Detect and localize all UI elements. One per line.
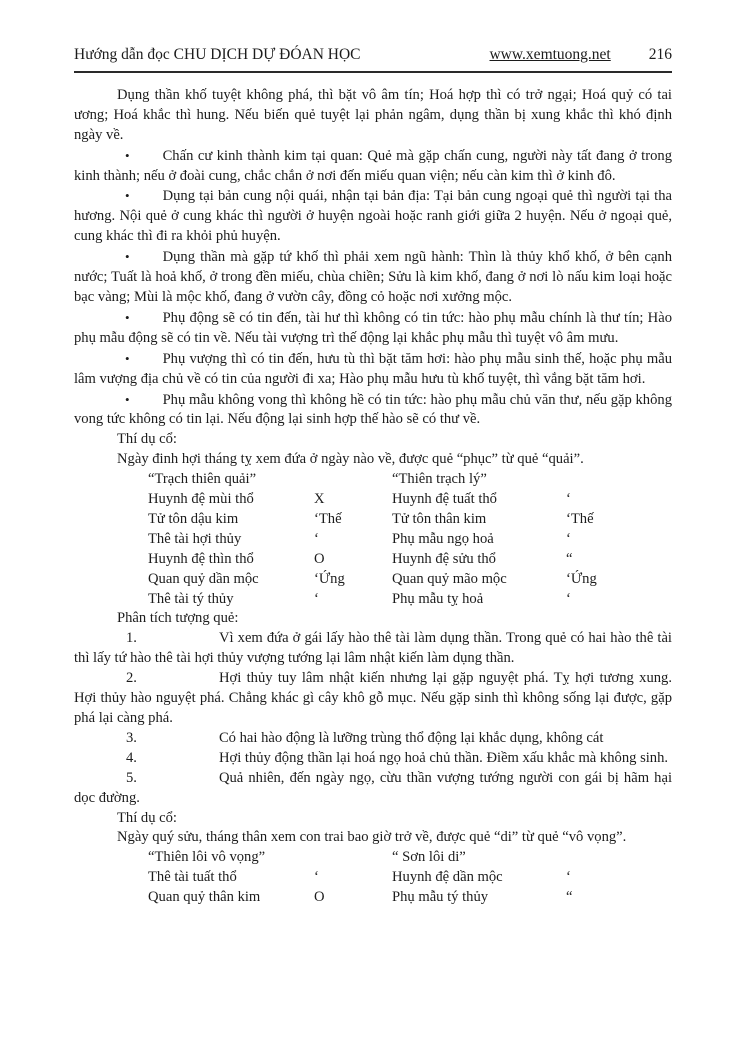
hexagram-line-label: Huynh đệ mùi thổ bbox=[148, 491, 254, 508]
hexagram-line-mark: ‘ bbox=[314, 869, 319, 886]
hexagram-line-label: Thê tài hợi thủy bbox=[148, 530, 242, 547]
hexagram-line-mark: ‘ bbox=[314, 530, 319, 547]
header-right bbox=[489, 45, 672, 65]
example-label: Ngày quý sửu, tháng thân xem con trai bao giờ trở về, được quẻ “di” từ quẻ “vô vọng”. bbox=[117, 829, 627, 846]
hexagram-line-label: Huynh đệ sửu thổ bbox=[392, 550, 496, 567]
hexagram-line-mark: ‘Thế bbox=[566, 510, 594, 527]
hexagram-line-label: Tử tôn dậu kim bbox=[148, 510, 239, 527]
bullet-item: • Dụng thần mà gặp tứ khố thì phải xem ngũ hành: Thìn là thủy khổ khố, ở bên cạnh nước; Tuất là hoả khố, ở trong đền miếu, chùa chiền; Sửu là kim khố, đang ở nơi lò nấu kim loại hoặc bạc vàng; Mùi là mộc khố, đang ở vườn cây, đồng cỏ hoặc nơi xưởng mộc. bbox=[74, 249, 672, 305]
numbered-item: 5. Quả nhiên, đến ngày ngọ, cừu thần vượng tướng người con gái bị hãm hại dọc đường. bbox=[74, 769, 672, 806]
website-link[interactable]: www.xemtuong.net bbox=[489, 46, 611, 63]
page-header bbox=[74, 0, 672, 65]
list-number: 1. bbox=[126, 630, 137, 647]
hexagram-line-mark: ‘Ứng bbox=[566, 570, 597, 587]
bullet-item: • Phụ động sẽ có tin đến, tài hư thì không có tin tức: hào phụ mẫu chính là thư tín; Hào phụ mẫu động sẽ có tin về. Nếu tài vượng trì thế động lại khắc phụ mẫu thì tuyệt vô âm mưu. bbox=[74, 309, 672, 346]
page-number: 216 bbox=[648, 46, 672, 63]
hexagram-line-label: Thê tài tý thủy bbox=[148, 590, 234, 607]
hexagram-line-label: Phụ mẫu tý thủy bbox=[392, 889, 489, 906]
hexagram-line-mark: ‘ bbox=[566, 530, 571, 547]
hexagram-line-mark: O bbox=[314, 550, 325, 567]
hexagram-line-label: Huynh đệ dần mộc bbox=[392, 869, 503, 886]
header-rule bbox=[74, 71, 672, 73]
hexagram-line-mark: ‘ bbox=[566, 590, 571, 607]
hexagram-line-mark: ‘ bbox=[566, 491, 571, 508]
hexagram-title-right: “ Sơn lôi di” bbox=[392, 849, 466, 866]
hexagram-line-mark: ‘Ứng bbox=[314, 570, 345, 587]
header-title: Hướng dẫn đọc CHU DỊCH DỰ ĐÓAN HỌC bbox=[74, 46, 361, 63]
hexagram-line-mark: ‘ bbox=[314, 590, 319, 607]
hexagram-line-mark: “ bbox=[566, 550, 573, 567]
bullet-item: • Phụ mẫu không vong thì không hề có tin tức: hào phụ mẫu chủ văn thư, nếu gặp không vong tức không có tin lại. Nếu động lại sinh hợp thế hào sẽ có thư về. bbox=[74, 391, 672, 428]
hexagram-line-mark: X bbox=[314, 491, 325, 508]
bullet-icon: • bbox=[125, 188, 130, 204]
example-label: Ngày đinh hợi tháng tỵ xem đứa ở ngày nào về, được quẻ “phục” từ quẻ “quải”. bbox=[117, 451, 584, 468]
hexagram-line-label: Phụ mẫu tỵ hoả bbox=[392, 590, 484, 607]
hexagram-line-mark: ‘Thế bbox=[314, 510, 342, 527]
hexagram-line-label: Thê tài tuất thổ bbox=[148, 869, 237, 886]
hexagram-line-label: Quan quỷ dần mộc bbox=[148, 570, 259, 587]
hexagram-line-label: Phụ mẫu ngọ hoả bbox=[392, 530, 494, 547]
hexagram-line-mark: “ bbox=[566, 889, 573, 906]
example-label: Thí dụ cổ: bbox=[117, 431, 177, 448]
bullet-item: • Chấn cư kinh thành kim tại quan: Quẻ mà gặp chấn cung, người này tất đang ở trong kinh thành; nếu ở đoài cung, chắc chắn ở nơi đến miếu quan viện; nếu càn kim thì ở kinh đô. bbox=[74, 147, 672, 184]
list-number: 4. bbox=[126, 749, 137, 766]
numbered-item: 4. Hợi thủy động thần lại hoá ngọ hoả chủ thần. Điềm xấu khắc mà không sinh. bbox=[126, 749, 669, 766]
page-body bbox=[74, 86, 672, 908]
bullet-icon: • bbox=[125, 147, 130, 163]
hexagram-line-label: Quan quỷ mão mộc bbox=[392, 570, 507, 587]
example-label: Thí dụ cổ: bbox=[117, 809, 177, 826]
list-number: 5. bbox=[126, 769, 137, 786]
bullet-icon: • bbox=[125, 309, 130, 325]
hexagram-title-left: “Thiên lôi vô vọng” bbox=[148, 849, 266, 866]
numbered-item: 3. Có hai hào động là lưỡng trùng thổ động lại khắc dụng, không cát bbox=[126, 729, 604, 746]
hexagram-table bbox=[148, 470, 672, 609]
bullet-icon: • bbox=[125, 350, 130, 366]
numbered-item: 2. Hợi thủy tuy lâm nhật kiến nhưng lại gặp nguyệt phá. Tỵ hợi tương xung. Hợi thủy hào nguyệt phá. Chẳng khác gì cây khô gỗ mục. Nếu gặp sinh thì không sống lại được, gặp phá lại càng phá. bbox=[74, 670, 672, 726]
numbered-item: 1. Vì xem đứa ở gái lấy hào thê tài làm dụng thần. Trong quẻ có hai hào thê tài thì lấy tứ hào thê tài hợi thủy vượng tướng lại lâm nhật kiến làm dụng thần. bbox=[74, 630, 672, 667]
hexagram-line-label: Huynh đệ tuất thổ bbox=[392, 491, 497, 508]
hexagram-title-left: “Trạch thiên quải” bbox=[148, 471, 257, 488]
bullet-icon: • bbox=[125, 391, 130, 407]
example-label: Phân tích tượng quẻ: bbox=[117, 610, 239, 627]
list-number: 3. bbox=[126, 729, 137, 746]
hexagram-title-right: “Thiên trạch lý” bbox=[392, 471, 487, 488]
hexagram-line-mark: O bbox=[314, 889, 325, 906]
hexagram-line-label: Huynh đệ thìn thổ bbox=[148, 550, 254, 567]
hexagram-table bbox=[148, 848, 672, 908]
paragraph: Dụng thần khố tuyệt không phá, thì bặt vô âm tín; Hoá hợp thì có trở ngại; Hoá quỷ có tai ương; Hoá khắc thì hung. Nếu biến quẻ tuyệt lại phản ngâm, dụng thần bị xung khắc thì khó định ngày về. bbox=[74, 86, 672, 143]
list-number: 2. bbox=[126, 670, 137, 687]
hexagram-line-label: Quan quỷ thân kim bbox=[148, 889, 261, 906]
hexagram-line-label: Tử tôn thân kim bbox=[392, 510, 487, 527]
bullet-item: • Phụ vượng thì có tin đến, hưu tù thì bặt tăm hơi: hào phụ mẫu sinh thế, hoặc phụ mẫu lâm vượng địa chủ về có tin của người đi xa; Hào phụ mẫu hưu tù khố tuyệt, thì vắng bặt tăm hơi. bbox=[74, 350, 672, 387]
hexagram-line-mark: ‘ bbox=[566, 869, 571, 886]
bullet-item: • Dụng tại bản cung nội quái, nhận tại bản địa: Tại bản cung ngoại quẻ thì người tại tha hương. Nội quẻ ở cung khác thì người ở huyện ngoài hoặc ranh giới giữa 2 huyện. Nếu ở ngoại quẻ, cung khác thì đi ra khỏi phủ huyện. bbox=[74, 188, 672, 245]
bullet-icon: • bbox=[125, 249, 130, 265]
